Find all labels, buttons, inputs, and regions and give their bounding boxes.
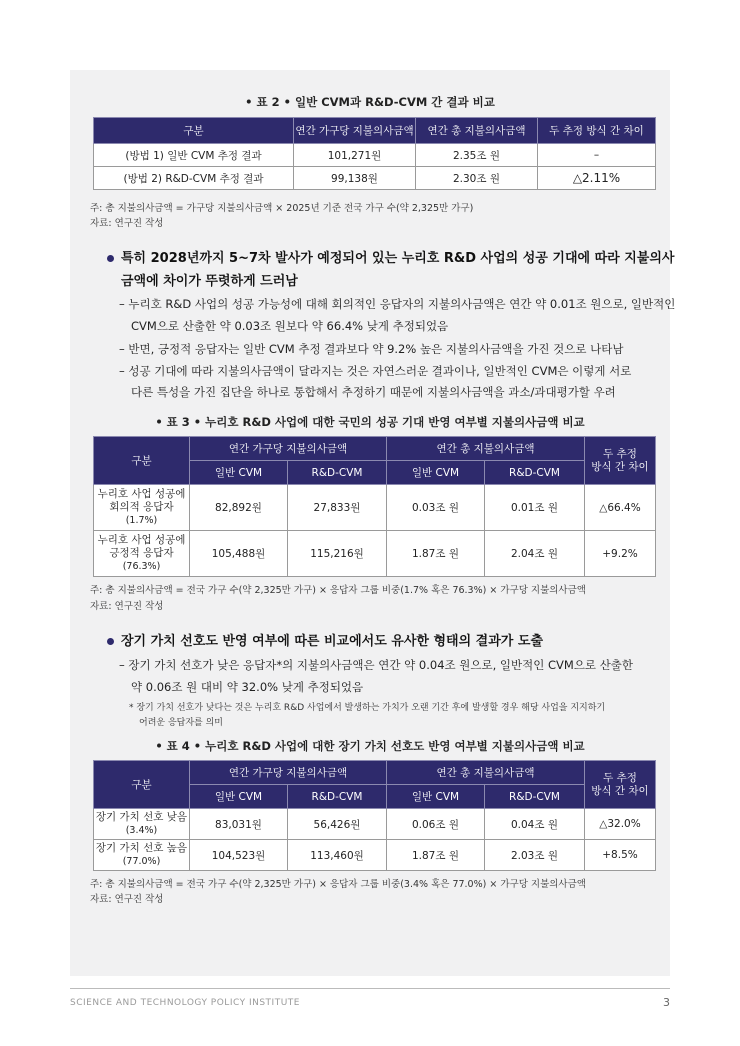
- table4-source: 자료: 연구진 작성: [90, 894, 164, 905]
- footer-institute: SCIENCE AND TECHNOLOGY POLICY INSTITUTE: [70, 998, 300, 1008]
- table-row: [94, 531, 656, 577]
- table3-header-total: 연간 총 지불의사금액: [387, 437, 585, 461]
- row-label: 장기 가치 선호 낮음 (3.4%): [94, 809, 190, 840]
- table3-caption: • 표 3 • 누리호 R&D 사업에 대한 국민의 성공 기대 반영 여부별 지불의사금액 비교: [155, 415, 585, 429]
- table-cell: 101,271원: [294, 144, 416, 167]
- table3-subheader: R&D-CVM: [485, 461, 585, 485]
- table-cell: 56,426원: [288, 809, 387, 840]
- table3-header-category: 구분: [94, 437, 190, 485]
- row-label: 장기 가치 선호 높음 (77.0%): [94, 840, 190, 871]
- table-cell: +9.2%: [585, 531, 656, 577]
- list-item: – 반면, 긍정적 응답자는 일반 CVM 추정 결과보다 약 9.2% 높은 지불의사금액을 가진 것으로 나타남: [119, 342, 624, 356]
- section1-heading-cont: 금액에 차이가 뚜렷하게 드러남: [121, 274, 298, 289]
- table-cell: 2.04조 원: [485, 531, 585, 577]
- table-row: [94, 840, 656, 871]
- table-row: [94, 809, 656, 840]
- table4-header-diff: 두 추정 방식 간 차이: [585, 761, 656, 809]
- table3-note: 주: 총 지불의사금액 = 전국 가구 수(약 2,325만 가구) × 응답자 그룹 비중(1.7% 혹은 76.3%) × 가구당 지불의사금액: [90, 585, 586, 596]
- list-item: – 누리호 R&D 사업의 성공 가능성에 대해 회의적인 응답자의 지불의사금액은 연간 약 0.01조 원으로, 일반적인: [119, 297, 676, 311]
- table-cell: 82,892원: [190, 485, 288, 531]
- table-cell: +8.5%: [585, 840, 656, 871]
- table4-note: 주: 총 지불의사금액 = 전국 가구 수(약 2,325만 가구) × 응답자 그룹 비중(3.4% 혹은 77.0%) × 가구당 지불의사금액: [90, 879, 586, 890]
- table-cell: 113,460원: [288, 840, 387, 871]
- table-cell: 2.35조 원: [416, 144, 538, 167]
- table2-note: 주: 총 지불의사금액 = 가구당 지불의사금액 × 2025년 기준 전국 가구 수(약 2,325만 가구): [90, 203, 474, 214]
- row-label: 누리호 사업 성공에 회의적 응답자 (1.7%): [94, 485, 190, 531]
- table-cell: △32.0%: [585, 809, 656, 840]
- section2-heading: 장기 가치 선호도 반영 여부에 따른 비교에서도 유사한 형태의 결과가 도출: [107, 630, 543, 649]
- table-cell: 105,488원: [190, 531, 288, 577]
- table-cell: 27,833원: [288, 485, 387, 531]
- list-item: – 장기 가치 선호가 낮은 응답자*의 지불의사금액은 연간 약 0.04조 원으로, 일반적인 CVM으로 산출한: [119, 658, 634, 672]
- row-label: 누리호 사업 성공에 긍정적 응답자 (76.3%): [94, 531, 190, 577]
- table2-header-household: 연간 가구당 지불의사금액: [294, 118, 416, 144]
- list-item: CVM으로 산출한 약 0.03조 원보다 약 66.4% 낮게 추정되었음: [131, 319, 449, 333]
- table4-subheader: 일반 CVM: [387, 785, 485, 809]
- table-cell: 83,031원: [190, 809, 288, 840]
- bullet-icon: [107, 638, 114, 645]
- table-cell: (방법 1) 일반 CVM 추정 결과: [94, 144, 294, 167]
- table4-header-household: 연간 가구당 지불의사금액: [190, 761, 387, 785]
- table-cell: –: [538, 144, 656, 167]
- table2-header-diff: 두 추정 방식 간 차이: [538, 118, 656, 144]
- table-cell: 0.04조 원: [485, 809, 585, 840]
- table4: [93, 760, 656, 871]
- table-cell: △66.4%: [585, 485, 656, 531]
- table2: [93, 117, 656, 190]
- table2-source: 자료: 연구진 작성: [90, 218, 164, 229]
- page-number: 3: [663, 996, 670, 1009]
- footer-divider: [70, 988, 670, 989]
- table3-header-household: 연간 가구당 지불의사금액: [190, 437, 387, 461]
- list-item: 약 0.06조 원 대비 약 32.0% 낮게 추정되었음: [131, 680, 364, 694]
- table-cell: 2.03조 원: [485, 840, 585, 871]
- table3-subheader: R&D-CVM: [288, 461, 387, 485]
- table-cell: △2.11%: [538, 167, 656, 190]
- table-cell: 99,138원: [294, 167, 416, 190]
- table-row: [94, 144, 656, 167]
- section1-heading: 특히 2028년까지 5~7차 발사가 예정되어 있는 누리호 R&D 사업의 성공 기대에 따라 지불의사: [107, 247, 674, 266]
- table4-subheader: R&D-CVM: [288, 785, 387, 809]
- list-item: 다른 특성을 가진 집단을 하나로 통합해서 추정하기 때문에 지불의사금액을 과소/과대평가할 우려: [131, 385, 616, 399]
- table3-subheader: 일반 CVM: [387, 461, 485, 485]
- table-cell: 115,216원: [288, 531, 387, 577]
- table-cell: 0.06조 원: [387, 809, 485, 840]
- table-cell: 1.87조 원: [387, 531, 485, 577]
- table2-caption: • 표 2 • 일반 CVM과 R&D-CVM 간 결과 비교: [245, 95, 495, 109]
- bullet-icon: [107, 255, 114, 262]
- table-cell: 0.01조 원: [485, 485, 585, 531]
- table-cell: 0.03조 원: [387, 485, 485, 531]
- table4-subheader: R&D-CVM: [485, 785, 585, 809]
- table4-caption: • 표 4 • 누리호 R&D 사업에 대한 장기 가치 선호도 반영 여부별 지불의사금액 비교: [155, 739, 585, 753]
- table-cell: 1.87조 원: [387, 840, 485, 871]
- table4-header-category: 구분: [94, 761, 190, 809]
- table2-header-category: 구분: [94, 118, 294, 144]
- table-cell: (방법 2) R&D-CVM 추정 결과: [94, 167, 294, 190]
- table4-header-total: 연간 총 지불의사금액: [387, 761, 585, 785]
- table2-header-total: 연간 총 지불의사금액: [416, 118, 538, 144]
- table3-subheader: 일반 CVM: [190, 461, 288, 485]
- footnote: 어려운 응답자를 의미: [139, 718, 223, 728]
- table3-source: 자료: 연구진 작성: [90, 601, 164, 612]
- table-row: [94, 485, 656, 531]
- table-cell: 2.30조 원: [416, 167, 538, 190]
- table3: [93, 436, 656, 577]
- table3-header-diff: 두 추정 방식 간 차이: [585, 437, 656, 485]
- list-item: – 성공 기대에 따라 지불의사금액이 달라지는 것은 자연스러운 결과이나, 일반적인 CVM은 이렇게 서로: [119, 364, 632, 378]
- table-row: [94, 167, 656, 190]
- footnote: * 장기 가치 선호가 낮다는 것은 누리호 R&D 사업에서 발생하는 가치가 오랜 기간 후에 발생할 경우 해당 사업을 지지하기: [129, 703, 606, 713]
- table-cell: 104,523원: [190, 840, 288, 871]
- table4-subheader: 일반 CVM: [190, 785, 288, 809]
